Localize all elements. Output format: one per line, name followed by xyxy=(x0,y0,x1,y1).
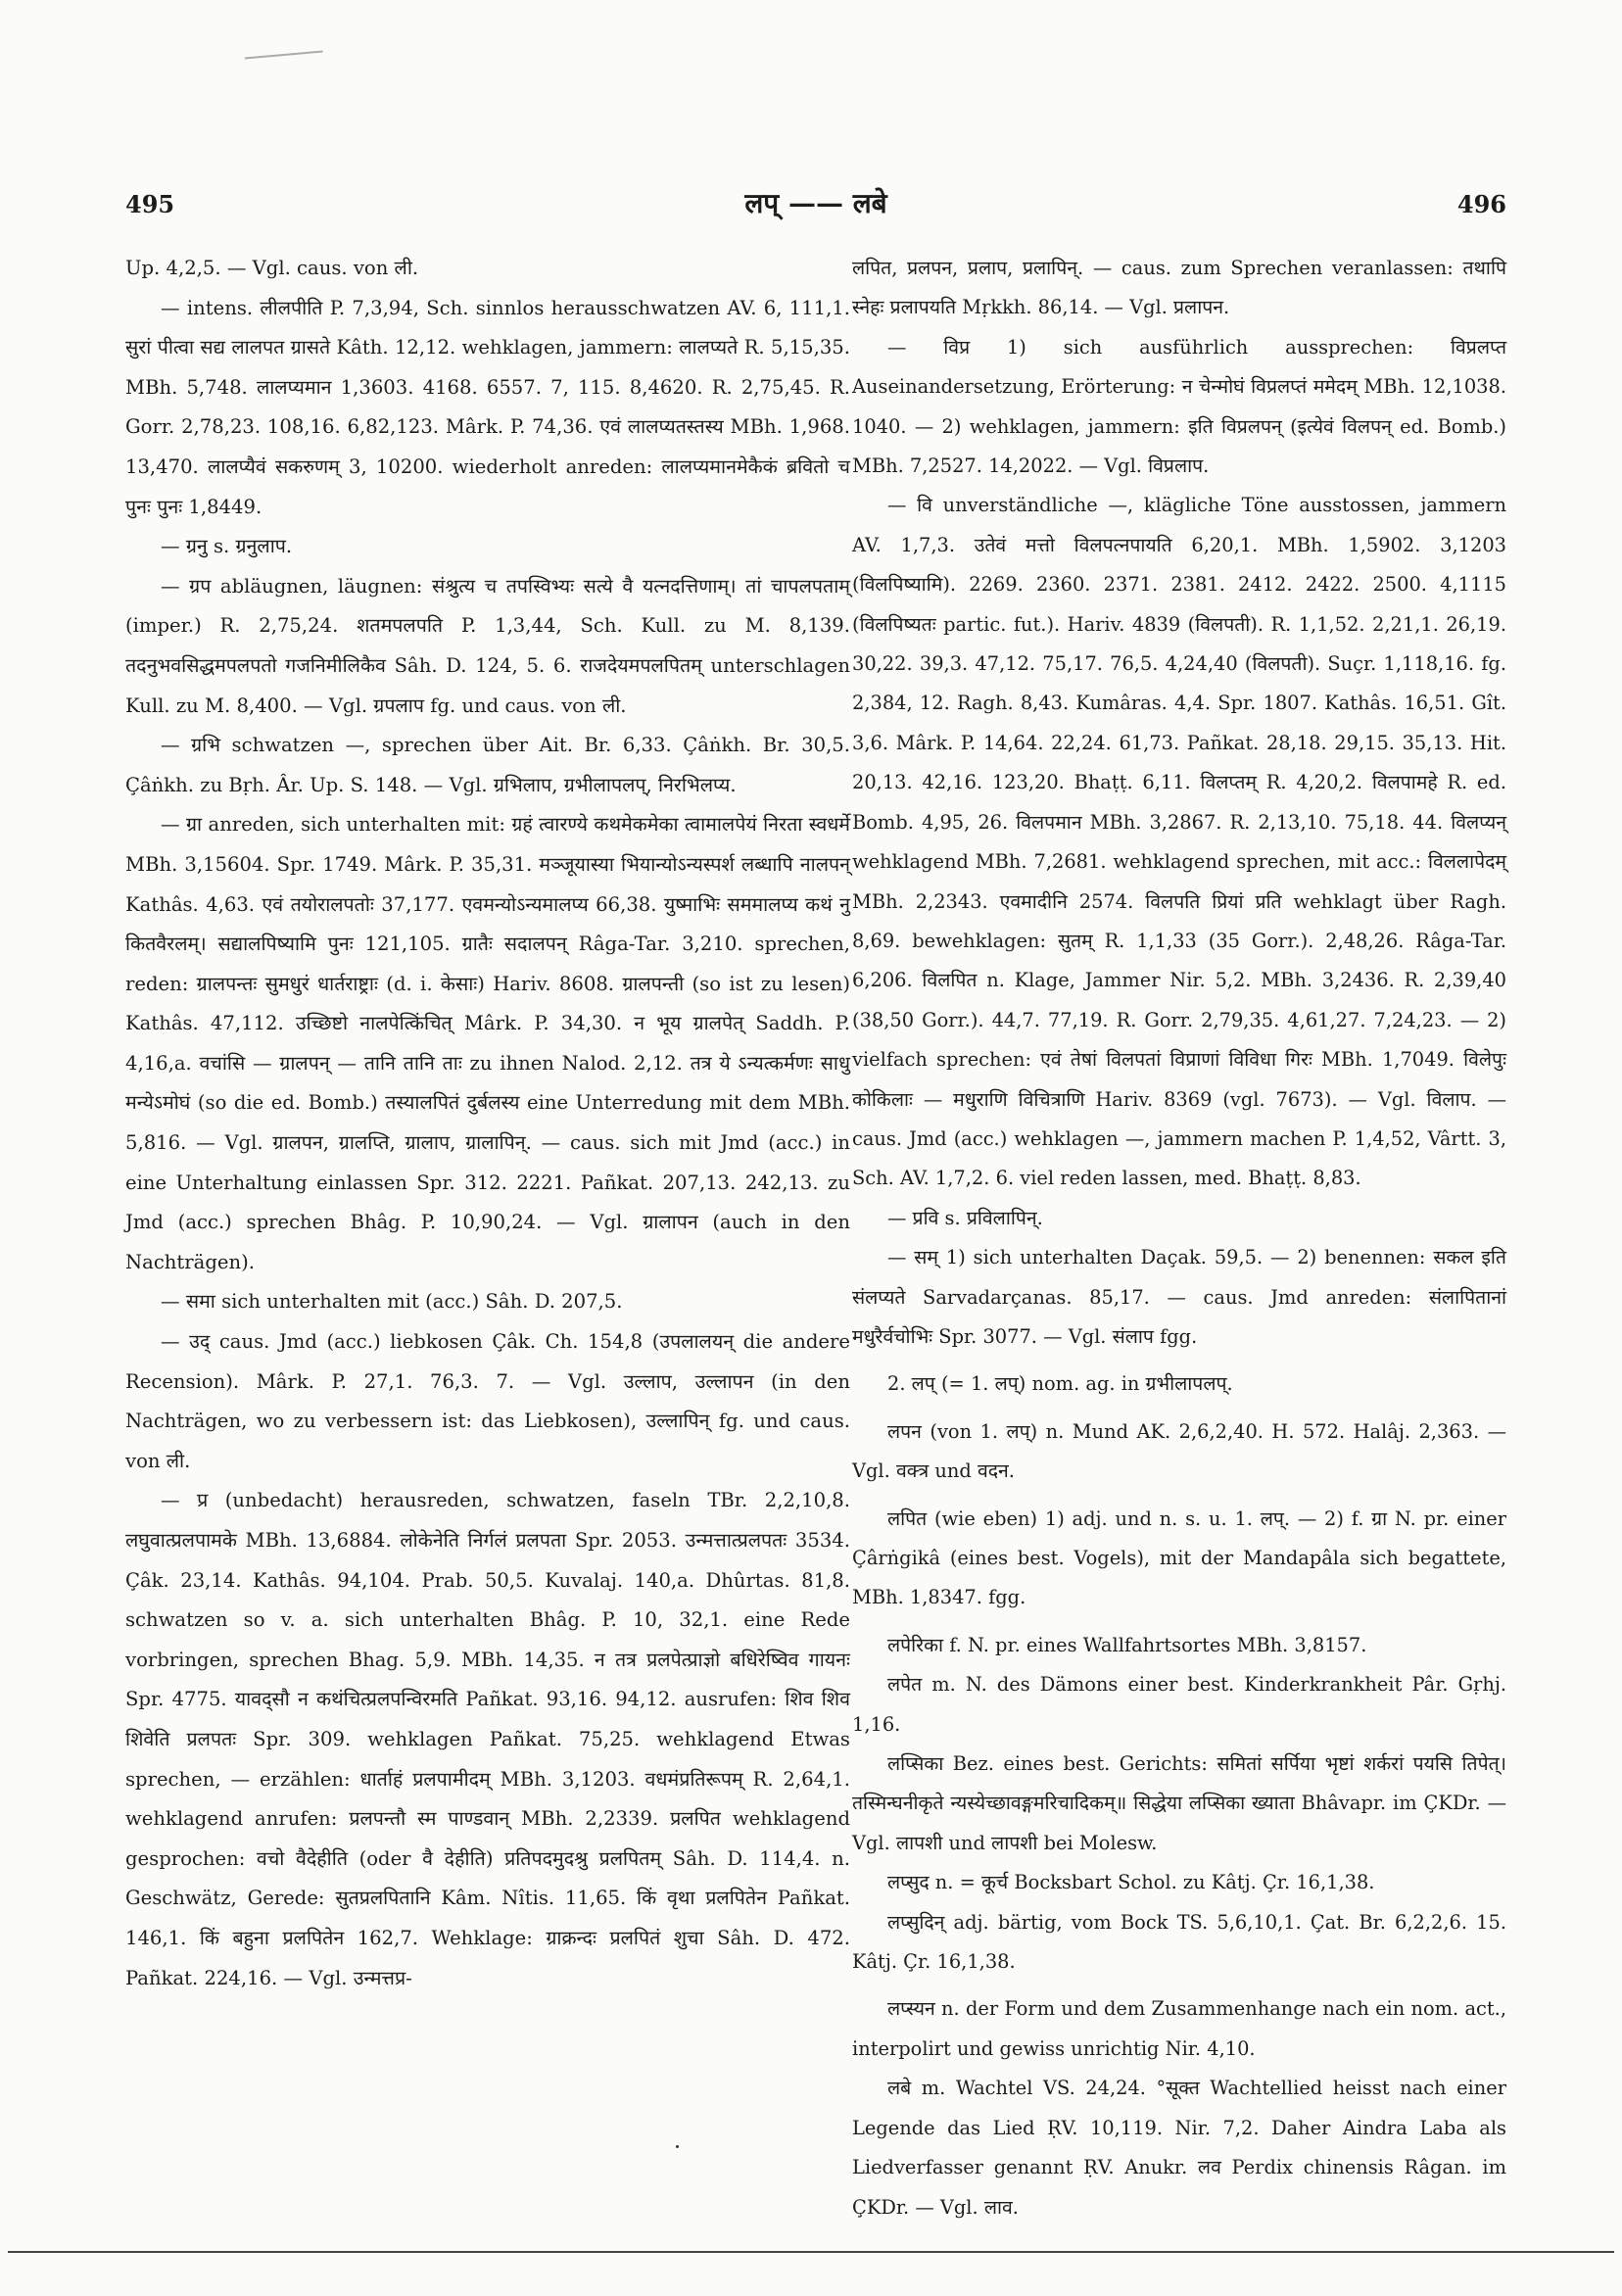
entry: लप्सुद n. = कूर्च Bocksbart Schol. zu Kâtj. Çr. 16,1,38. xyxy=(887,1871,1375,1894)
left-page-number: 495 xyxy=(125,190,175,218)
entry: लप्सुदिन् adj. bärtig, vom Bock TS. 5,6,10,1. Çat. Br. 6,2,2,6. 15. Kâtj. Çr. 16,1,38. xyxy=(852,1910,1506,1974)
entry: — ग्रभि schwatzen —, sprechen über Ait. Br. 6,33. Çâṅkh. Br. 30,5. Çâṅkh. zu Bṛh. Âr. Up. S. 148. — Vgl. ग्रभिलाप, ग्रभीलापलप्, निरभिलप्य. xyxy=(125,734,850,796)
entry: — प्र (unbedacht) herausreden, schwatzen, faseln TBr. 2,2,10,8. लघुवात्प्रलपामके MBh. 13,6884. लोकेनेति निर्गलं प्रलपता Spr. 2053. उन्मत्तात्प्रलपतः 3534. Çâk. 23,14. Kathâs. 94,104. Prab. 50,5. Kuvalaj. 140,a. Dhûrtas. 81,8. schwatzen so v. a. sich unterhalten Bhâg. P. 10, 32,1. eine Rede vorbringen, sprechen Bhag. 5,9. MBh. 14,35. न तत्र प्रलपेत्प्राज्ञो बधिरेष्विव गायनः Spr. 4775. यावद्सौ न कथंचित्प्रलपन्विरमति Pañkat. 93,16. 94,12. ausrufen: शिव शिव शिवेति प्रलपतः Spr. 309. wehklagen Pañkat. 75,25. wehklagend Etwas sprechen, — erzählen: धार्ताहं प्रलपामीदम् MBh. 3,1203. वधमंप्रतिरूपम् R. 2,64,1. wehklagend anrufen: प्रलपन्तौ स्म पाण्डवान् MBh. 2,2339. प्रलपित wehklagend gesprochen: वचो वैदेहीति (oder वै देहीति) प्रतिपदमुदश्रु प्रलपितम् Sâh. D. 114,4. n. Geschwätz, Gerede: सुतप्रलपितानि Kâm. Nîtis. 11,65. किं वृथा प्रलपितेन Pañkat. 146,1. किं बहुना प्रलपितेन 162,7. Wehklage: ग्राक्रन्दः प्रलपितं शुचा Sâh. D. 472. Pañkat. 224,16. — Vgl. उन्मत्तप्र- xyxy=(125,1489,850,1989)
entry: — सम् 1) sich unterhalten Daçak. 59,5. — 2) benennen: सकल इति संलप्यते Sarvadarçanas. 85,17. — caus. Jmd anreden: संलापितानां मधुरैर्वचोभिः Spr. 3077. — Vgl. संलाप fgg. xyxy=(852,1246,1506,1348)
page-header xyxy=(125,184,1506,223)
entry: — ग्रप abläugnen, läugnen: संश्रुत्य च तपस्विभ्यः सत्ये वै यत्नदत्तिणाम्। तां चापलपताम् (imper.) R. 2,75,24. शतमपलपति P. 1,3,44, Sch. Kull. zu M. 8,139. तदनुभवसिद्धमपलपतो गजनिमीलिकैव Sâh. D. 124, 5. 6. राजदेयमपलपितम् unterschlagen Kull. zu M. 8,400. — Vgl. ग्रपलाप fg. und caus. von ली. xyxy=(125,574,850,717)
bottom-rule xyxy=(8,2251,1614,2253)
entry: — विप्र 1) sich ausführlich aussprechen: विप्रलप्त Auseinandersetzung, Erörterung: न चेन्मोघं विप्रलप्तं ममेदम् MBh. 12,1038. 1040. — 2) wehklagen, jammern: इति विप्रलपन् (इत्येवं विलपन् ed. Bomb.) MBh. 7,2527. 14,2022. — Vgl. विप्रलाप. xyxy=(852,335,1506,478)
entry: लपित, प्रलपन, प्रलाप, प्रलापिन्. — caus. zum Sprechen veranlassen: तथापि स्नेहः प्रलापयति Mṛkkh. 86,14. — Vgl. प्रलापन. xyxy=(852,257,1506,319)
entry: — ग्रनु s. ग्रनुलाप. xyxy=(161,535,293,558)
entry: — ग्रा anreden, sich unterhalten mit: ग्रहं त्वारण्ये कथमेकमेका त्वामालपेयं निरता स्वधर्मे MBh. 3,15604. Spr. 1749. Mârk. P. 35,31. मञ्जूयास्या भियान्योऽन्यस्पर्श लब्धापि नालपन् Kathâs. 4,63. एवं तयोरालपतोः 37,177. एवमन्योऽन्यमालप्य 66,38. युष्माभिः सममालप्य कथं नु कितवैरलम्। सद्यालपिष्यामि पुनः 121,105. ग्रातैः सदालपन् Râga-Tar. 3,210. sprechen, reden: ग्रालपन्तः सुमधुरं धार्तराष्ट्राः (d. i. केसाः) Hariv. 8608. ग्रालपन्ती (so ist zu lesen) Kathâs. 47,112. उच्छिष्टो नालपेत्किंचित् Mârk. P. 34,30. न भूय ग्रालपेत् Saddh. P. 4,16,a. वचांसि — ग्रालपन् — तानि तानि ताः zu ihnen Nalod. 2,12. तत्र ये ऽन्यत्कर्मणः साधु मन्येऽमोघं (so die ed. Bomb.) तस्यालपितं दुर्बलस्य eine Unterredung mit dem MBh. 5,816. — Vgl. ग्रालपन, ग्रालप्ति, ग्रालाप, ग्रालापिन्. — caus. sich mit Jmd (acc.) in eine Unterhaltung einlassen Spr. 312. 2221. Pañkat. 207,13. 242,13. zu Jmd (acc.) sprechen Bhâg. P. 10,90,24. — Vgl. ग्रालापन (auch in den Nachträgen). xyxy=(125,813,850,1273)
right-column xyxy=(852,249,1506,2227)
left-column xyxy=(125,249,850,1998)
entry: लपेत m. N. des Dämons einer best. Kinderkrankheit Pâr. Gṛhj. 1,16. xyxy=(852,1673,1506,1736)
entry: — intens. लीलपीति P. 7,3,94, Sch. sinnlos herausschwatzen AV. 6, 111,1. सुरां पीत्वा सद्य लालपत ग्रासते Kâth. 12,12. wehklagen, jammern: लालप्यते R. 5,15,35. MBh. 5,748. लालप्यमान 1,3603. 4168. 6557. 7, 115. 8,4620. R. 2,75,45. R. Gorr. 2,78,23. 108,16. 6,82,123. Mârk. P. 74,36. एवं लालप्यतस्तस्य MBh. 1,968. 13,470. लालप्यैवं सकरुणम् 3, 10200. wiederholt anreden: लालप्यमानमेकैकं ब्रवितो च पुनः पुनः 1,8449. xyxy=(125,296,850,518)
running-title: लप् —— लबे xyxy=(744,187,887,219)
entry: लपेरिका f. N. pr. eines Wallfahrtsortes MBh. 3,8157. xyxy=(887,1633,1367,1656)
print-speck xyxy=(676,2145,679,2148)
entry: — उद् caus. Jmd (acc.) liebkosen Çâk. Ch. 154,8 (उपलालयन् die andere Recension). Mârk. P. 27,1. 76,3. 7. — Vgl. उल्लाप, उल्लापन (in den Nachträgen, wo zu verbessern ist: das Liebkosen), उल्लापिन् fg. und caus. von ली. xyxy=(125,1330,850,1472)
entry: लपित (wie eben) 1) adj. und n. s. u. 1. लप्. — 2) f. ग्रा N. pr. einer Çârṅgikâ (eines best. Vogels), mit der Mandapâla sich begattete, MBh. 1,8347. fgg. xyxy=(852,1507,1506,1609)
entry: लप्सिका Bez. eines best. Gerichts: समितां सर्पिया भृष्टां शर्करां पयसि तिपेत्। तस्मिन्घनीकृते न्यस्येच्छावङ्गमरिचादिकम्॥ सिद्धेया लप्सिका ख्याता Bhâvapr. im ÇKDr. — Vgl. लापशी und लापशी bei Molesw. xyxy=(852,1752,1506,1854)
entry: Up. 4,2,5. — Vgl. caus. von ली. xyxy=(125,257,419,279)
right-page-number: 496 xyxy=(1456,190,1506,218)
entry: लबे m. Wachtel VS. 24,24. °सूक्त Wachtellied heisst nach einer Legende das Lied ṚV. 10,119. Nir. 7,2. Daher Aindra Laba als Liedverfasser genannt ṚV. Anukr. लव Perdix chinensis Râgan. im ÇKDr. — Vgl. लाव. xyxy=(852,2077,1506,2219)
entry: — प्रवि s. प्रविलापिन्. xyxy=(887,1206,1043,1229)
ink-smudge xyxy=(245,51,323,66)
entry: 2. लप् (= 1. लप्) nom. ag. in ग्रभीलापलप्. xyxy=(887,1372,1233,1396)
entry: लप्स्यन n. der Form und dem Zusammenhange nach ein nom. act., interpolirt und gewiss unrichtig Nir. 4,10. xyxy=(852,1997,1506,2060)
entry: — वि unverständliche —, klägliche Töne ausstossen, jammern AV. 1,7,3. उतेवं मत्तो विलपत्नपायति 6,20,1. MBh. 1,5902. 3,1203 (विलपिष्यामि). 2269. 2360. 2371. 2381. 2412. 2422. 2500. 4,1115 (विलपिष्यतः partic. fut.). Hariv. 4839 (विलपती). R. 1,1,52. 2,21,1. 26,19. 30,22. 39,3. 47,12. 75,17. 76,5. 4,24,40 (विलपती). Suçr. 1,118,16. fg. 2,384, 12. Ragh. 8,43. Kumâras. 4,4. Spr. 1807. Kathâs. 16,51. Gît. 3,6. Mârk. P. 14,64. 22,24. 61,73. Pañkat. 28,18. 29,15. 35,13. Hit. 20,13. 42,16. 123,20. Bhaṭṭ. 6,11. विलप्तम् R. 4,20,2. विलपामहे R. ed. Bomb. 4,95, 26. विलपमान MBh. 3,2867. R. 2,13,10. 75,18. 44. विलप्यन् wehklagend MBh. 7,2681. wehklagend sprechen, mit acc.: विललापेदम् MBh. 2,2343. एवमादीनि 2574. विलपति प्रियां प्रति wehklagt über Ragh. 8,69. bewehklagen: सुतम् R. 1,1,33 (35 Gorr.). 2,48,26. Râga-Tar. 6,206. विलपित n. Klage, Jammer Nir. 5,2. MBh. 3,2436. R. 2,39,40 (38,50 Gorr.). 44,7. 77,19. R. Gorr. 2,79,35. 4,61,27. 7,24,23. — 2) vielfach sprechen: एवं तेषां विलपतां विप्राणां विविधा गिरः MBh. 1,7049. विलेपुः कोकिलाः — मधुराणि विचित्राणि Hariv. 8369 (vgl. 7673). — Vgl. विलाप. — caus. Jmd (acc.) wehklagen —, jammern machen P. 1,4,52, Vârtt. 3, Sch. AV. 1,7,2. 6. viel reden lassen, med. Bhaṭṭ. 8,83. xyxy=(852,494,1506,1190)
entry: लपन (von 1. लप्) n. Mund AK. 2,6,2,40. H. 572. Halâj. 2,363. — Vgl. वक्त्र und वदन. xyxy=(852,1419,1506,1483)
entry: — समा sich unterhalten mit (acc.) Sâh. D. 207,5. xyxy=(161,1290,623,1314)
